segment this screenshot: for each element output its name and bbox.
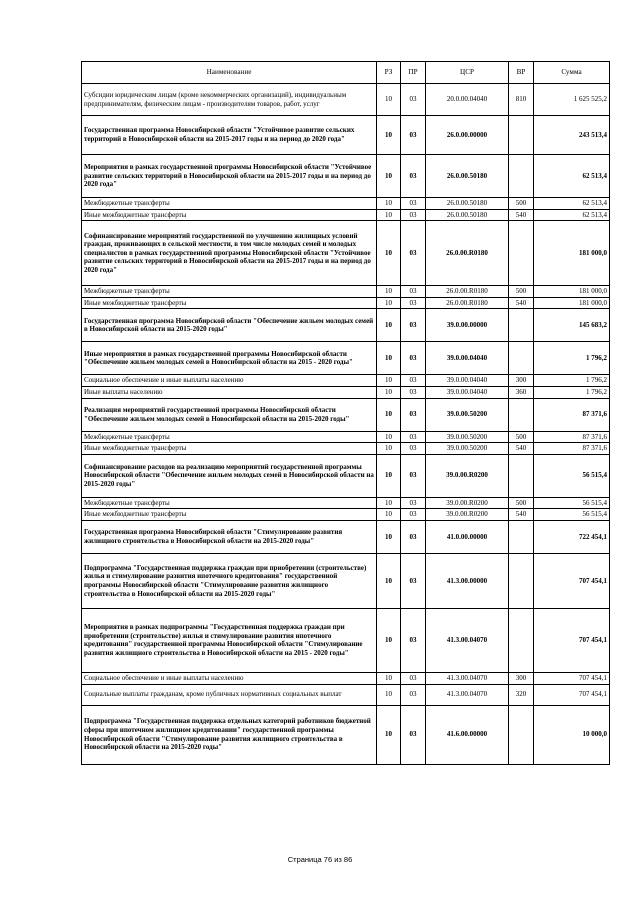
cell-csr: 39.0.00.R0200 xyxy=(426,454,509,497)
cell-pr: 03 xyxy=(401,608,426,672)
cell-csr: 41.3.00.04070 xyxy=(426,684,509,705)
table-header-row xyxy=(82,62,610,84)
cell-pr: 03 xyxy=(401,431,426,443)
cell-rz: 10 xyxy=(377,684,401,705)
cell-csr: 39.0.00.00000 xyxy=(426,309,509,342)
cell-vr: 360 xyxy=(509,386,534,398)
table-row xyxy=(82,297,610,309)
cell-csr: 41.3.00.04070 xyxy=(426,608,509,672)
cell-csr: 41.3.00.00000 xyxy=(426,553,509,608)
cell-name: Иные выплаты населению xyxy=(82,386,377,398)
cell-name: Софинансирование расходов на реализацию мероприятий государственной программы Новосибирской области "Обеспечение жильем молодых семей в Новосибирской области на 2015-2020 годы" xyxy=(82,454,377,497)
cell-pr: 03 xyxy=(401,520,426,553)
cell-pr: 03 xyxy=(401,684,426,705)
cell-vr: 320 xyxy=(509,684,534,705)
cell-sum: 243 513,4 xyxy=(534,116,610,155)
cell-csr: 26.0.00.R0180 xyxy=(426,286,509,298)
cell-rz: 10 xyxy=(377,221,401,286)
cell-sum: 1 625 525,2 xyxy=(534,84,610,116)
cell-name: Социальное обеспечение и иные выплаты населению xyxy=(82,672,377,684)
cell-vr xyxy=(509,342,534,375)
cell-csr: 20.0.00.04040 xyxy=(426,84,509,116)
cell-sum: 181 000,0 xyxy=(534,297,610,309)
cell-vr xyxy=(509,155,534,198)
column-header-pr: ПР xyxy=(401,62,426,84)
table-row xyxy=(82,286,610,298)
cell-pr: 03 xyxy=(401,386,426,398)
cell-sum: 10 000,0 xyxy=(534,705,610,764)
cell-sum: 722 454,1 xyxy=(534,520,610,553)
table-row xyxy=(82,221,610,286)
cell-vr: 540 xyxy=(509,443,534,455)
cell-name: Межбюджетные трансферты xyxy=(82,497,377,509)
cell-rz: 10 xyxy=(377,497,401,509)
cell-pr: 03 xyxy=(401,454,426,497)
cell-rz: 10 xyxy=(377,431,401,443)
cell-vr xyxy=(509,221,534,286)
cell-name: Социальные выплаты гражданам, кроме публичных нормативных социальных выплат xyxy=(82,684,377,705)
cell-csr: 41.3.00.04070 xyxy=(426,672,509,684)
cell-csr: 41.0.00.00000 xyxy=(426,520,509,553)
cell-vr: 810 xyxy=(509,84,534,116)
table-row xyxy=(82,684,610,705)
cell-csr: 39.0.00.04040 xyxy=(426,342,509,375)
cell-sum: 707 454,1 xyxy=(534,608,610,672)
cell-name: Межбюджетные трансферты xyxy=(82,431,377,443)
cell-sum: 145 683,2 xyxy=(534,309,610,342)
cell-sum: 56 515,4 xyxy=(534,509,610,521)
cell-sum: 56 515,4 xyxy=(534,454,610,497)
table-row xyxy=(82,509,610,521)
cell-name: Государственная программа Новосибирской области "Устойчивое развитие сельских территорий в Новосибирской области на 2015-2017 годы и на период до 2020 года" xyxy=(82,116,377,155)
cell-rz: 10 xyxy=(377,342,401,375)
cell-pr: 03 xyxy=(401,155,426,198)
cell-pr: 03 xyxy=(401,297,426,309)
table-row xyxy=(82,497,610,509)
cell-vr xyxy=(509,520,534,553)
cell-rz: 10 xyxy=(377,454,401,497)
table-row xyxy=(82,209,610,221)
cell-rz: 10 xyxy=(377,398,401,431)
cell-name: Межбюджетные трансферты xyxy=(82,286,377,298)
cell-rz: 10 xyxy=(377,84,401,116)
cell-sum: 87 371,6 xyxy=(534,443,610,455)
cell-pr: 03 xyxy=(401,286,426,298)
cell-csr: 26.0.00.50180 xyxy=(426,209,509,221)
cell-vr xyxy=(509,116,534,155)
budget-table xyxy=(81,61,610,765)
cell-rz: 10 xyxy=(377,509,401,521)
table-row xyxy=(82,375,610,387)
cell-pr: 03 xyxy=(401,509,426,521)
cell-name: Социальное обеспечение и иные выплаты населению xyxy=(82,375,377,387)
table-row xyxy=(82,520,610,553)
cell-sum: 87 371,6 xyxy=(534,398,610,431)
cell-vr: 500 xyxy=(509,286,534,298)
cell-vr xyxy=(509,454,534,497)
cell-csr: 26.0.00.R0180 xyxy=(426,297,509,309)
cell-rz: 10 xyxy=(377,608,401,672)
cell-pr: 03 xyxy=(401,209,426,221)
cell-sum: 1 796,2 xyxy=(534,375,610,387)
cell-sum: 707 454,1 xyxy=(534,553,610,608)
cell-pr: 03 xyxy=(401,705,426,764)
cell-name: Иные межбюджетные трансферты xyxy=(82,509,377,521)
cell-name: Иные межбюджетные трансферты xyxy=(82,209,377,221)
cell-csr: 26.0.00.R0180 xyxy=(426,221,509,286)
table-row xyxy=(82,454,610,497)
cell-csr: 39.0.00.04040 xyxy=(426,386,509,398)
cell-csr: 39.0.00.04040 xyxy=(426,375,509,387)
cell-sum: 87 371,6 xyxy=(534,431,610,443)
table-row xyxy=(82,198,610,210)
table-row xyxy=(82,443,610,455)
cell-rz: 10 xyxy=(377,198,401,210)
table-row xyxy=(82,431,610,443)
cell-sum: 62 513,4 xyxy=(534,155,610,198)
table-row xyxy=(82,608,610,672)
cell-sum: 62 513,4 xyxy=(534,198,610,210)
cell-rz: 10 xyxy=(377,375,401,387)
cell-name: Иные межбюджетные трансферты xyxy=(82,297,377,309)
cell-name: Софинансирование мероприятий государственной по улучшению жилищных условий граждан, проживающих в сельской местности, в том числе молодых семей и молодых специалистов в рамках государственной программы Новосибирской области "Устойчивое развитие сельских территорий в Новосибирской области на 2015-2017 годы и на период до 2020 года" xyxy=(82,221,377,286)
cell-vr xyxy=(509,705,534,764)
cell-pr: 03 xyxy=(401,672,426,684)
cell-pr: 03 xyxy=(401,309,426,342)
page-number: Страница 76 из 86 xyxy=(287,855,353,864)
cell-pr: 03 xyxy=(401,198,426,210)
cell-pr: 03 xyxy=(401,375,426,387)
cell-name: Подпрограмма "Государственная поддержка граждан при приобретении (строительстве) жилья и стимулирование развития ипотечного кредитования" государственной программы Новосибирской области "Стимулирование развития жилищного строительства в Новосибирской области на 2015-2020 годы" xyxy=(82,553,377,608)
cell-name: Подпрограмма "Государственная поддержка отдельных категорий работников бюджетной сферы при ипотечном жилищном кредитовании" государственной программы Новосибирской области "Стимулирование развития жилищного строительства в Новосибирской области на 2015-2020 годы" xyxy=(82,705,377,764)
table-row xyxy=(82,309,610,342)
cell-pr: 03 xyxy=(401,116,426,155)
cell-rz: 10 xyxy=(377,286,401,298)
cell-vr: 500 xyxy=(509,198,534,210)
cell-rz: 10 xyxy=(377,553,401,608)
cell-vr: 500 xyxy=(509,497,534,509)
column-header-csr: ЦСР xyxy=(426,62,509,84)
cell-rz: 10 xyxy=(377,297,401,309)
table-row xyxy=(82,116,610,155)
cell-name: Иные межбюджетные трансферты xyxy=(82,443,377,455)
cell-rz: 10 xyxy=(377,116,401,155)
cell-name: Мероприятия в рамках подпрограммы "Государственная поддержка граждан при приобретении (строительстве) жилья и стимулирование развития ипотечного кредитования" государственной программы Новосибирской области "Стимулирование развития жилищного строительства в Новосибирской области на 2015 - 2020 годы" xyxy=(82,608,377,672)
cell-rz: 10 xyxy=(377,520,401,553)
cell-vr: 300 xyxy=(509,375,534,387)
cell-csr: 26.0.00.00000 xyxy=(426,116,509,155)
cell-pr: 03 xyxy=(401,553,426,608)
cell-rz: 10 xyxy=(377,705,401,764)
cell-csr: 39.0.00.R0200 xyxy=(426,497,509,509)
cell-rz: 10 xyxy=(377,209,401,221)
cell-csr: 39.0.00.50200 xyxy=(426,443,509,455)
cell-name: Мероприятия в рамках государственной программы Новосибирской области "Устойчивое развитие сельских территорий в Новосибирской области на 2015-2017 годы и на период до 2020 года" xyxy=(82,155,377,198)
cell-name: Государственная программа Новосибирской области "Обеспечение жильем молодых семей в Новосибирской области на 2015-2020 годы" xyxy=(82,309,377,342)
cell-vr xyxy=(509,309,534,342)
cell-rz: 10 xyxy=(377,386,401,398)
cell-pr: 03 xyxy=(401,221,426,286)
table-row xyxy=(82,553,610,608)
cell-sum: 181 000,0 xyxy=(534,286,610,298)
column-header-vr: ВР xyxy=(509,62,534,84)
cell-pr: 03 xyxy=(401,497,426,509)
cell-sum: 1 796,2 xyxy=(534,342,610,375)
cell-pr: 03 xyxy=(401,443,426,455)
cell-pr: 03 xyxy=(401,398,426,431)
cell-name: Реализация мероприятий государственной программы Новосибирской области "Обеспечение жильем молодых семей в Новосибирской области на 2015-2020 годы" xyxy=(82,398,377,431)
table-row xyxy=(82,705,610,764)
cell-name: Государственная программа Новосибирской области "Стимулирование развития жилищного строительства в Новосибирской области на 2015-2020 годы" xyxy=(82,520,377,553)
cell-sum: 181 000,0 xyxy=(534,221,610,286)
cell-csr: 41.6.00.00000 xyxy=(426,705,509,764)
cell-csr: 39.0.00.50200 xyxy=(426,398,509,431)
cell-name: Иные мероприятия в рамках государственной программы Новосибирской области "Обеспечение жильем молодых семей в Новосибирской области на 2015 - 2020 годы" xyxy=(82,342,377,375)
column-header-name: Наименование xyxy=(82,62,377,84)
table-row xyxy=(82,155,610,198)
cell-vr xyxy=(509,553,534,608)
table-row xyxy=(82,386,610,398)
table-row xyxy=(82,342,610,375)
cell-sum: 62 513,4 xyxy=(534,209,610,221)
cell-vr: 540 xyxy=(509,209,534,221)
cell-sum: 56 515,4 xyxy=(534,497,610,509)
cell-vr xyxy=(509,608,534,672)
cell-sum: 1 796,2 xyxy=(534,386,610,398)
cell-rz: 10 xyxy=(377,443,401,455)
column-header-rz: РЗ xyxy=(377,62,401,84)
table-body xyxy=(82,84,610,765)
cell-pr: 03 xyxy=(401,342,426,375)
table-row xyxy=(82,672,610,684)
cell-rz: 10 xyxy=(377,672,401,684)
cell-rz: 10 xyxy=(377,155,401,198)
cell-vr xyxy=(509,398,534,431)
cell-csr: 26.0.00.50180 xyxy=(426,198,509,210)
cell-vr: 500 xyxy=(509,431,534,443)
table-row xyxy=(82,84,610,116)
cell-vr: 300 xyxy=(509,672,534,684)
cell-vr: 540 xyxy=(509,509,534,521)
cell-csr: 26.0.00.50180 xyxy=(426,155,509,198)
column-header-sum: Сумма xyxy=(534,62,610,84)
cell-name: Субсидии юридическим лицам (кроме некоммерческих организаций), индивидуальным предпринимателям, физическим лицам - производителям товаров, работ, услуг xyxy=(82,84,377,116)
cell-name: Межбюджетные трансферты xyxy=(82,198,377,210)
table-row xyxy=(82,398,610,431)
cell-csr: 39.0.00.R0200 xyxy=(426,509,509,521)
cell-pr: 03 xyxy=(401,84,426,116)
cell-vr: 540 xyxy=(509,297,534,309)
cell-sum: 707 454,1 xyxy=(534,672,610,684)
cell-rz: 10 xyxy=(377,309,401,342)
cell-sum: 707 454,1 xyxy=(534,684,610,705)
cell-csr: 39.0.00.50200 xyxy=(426,431,509,443)
